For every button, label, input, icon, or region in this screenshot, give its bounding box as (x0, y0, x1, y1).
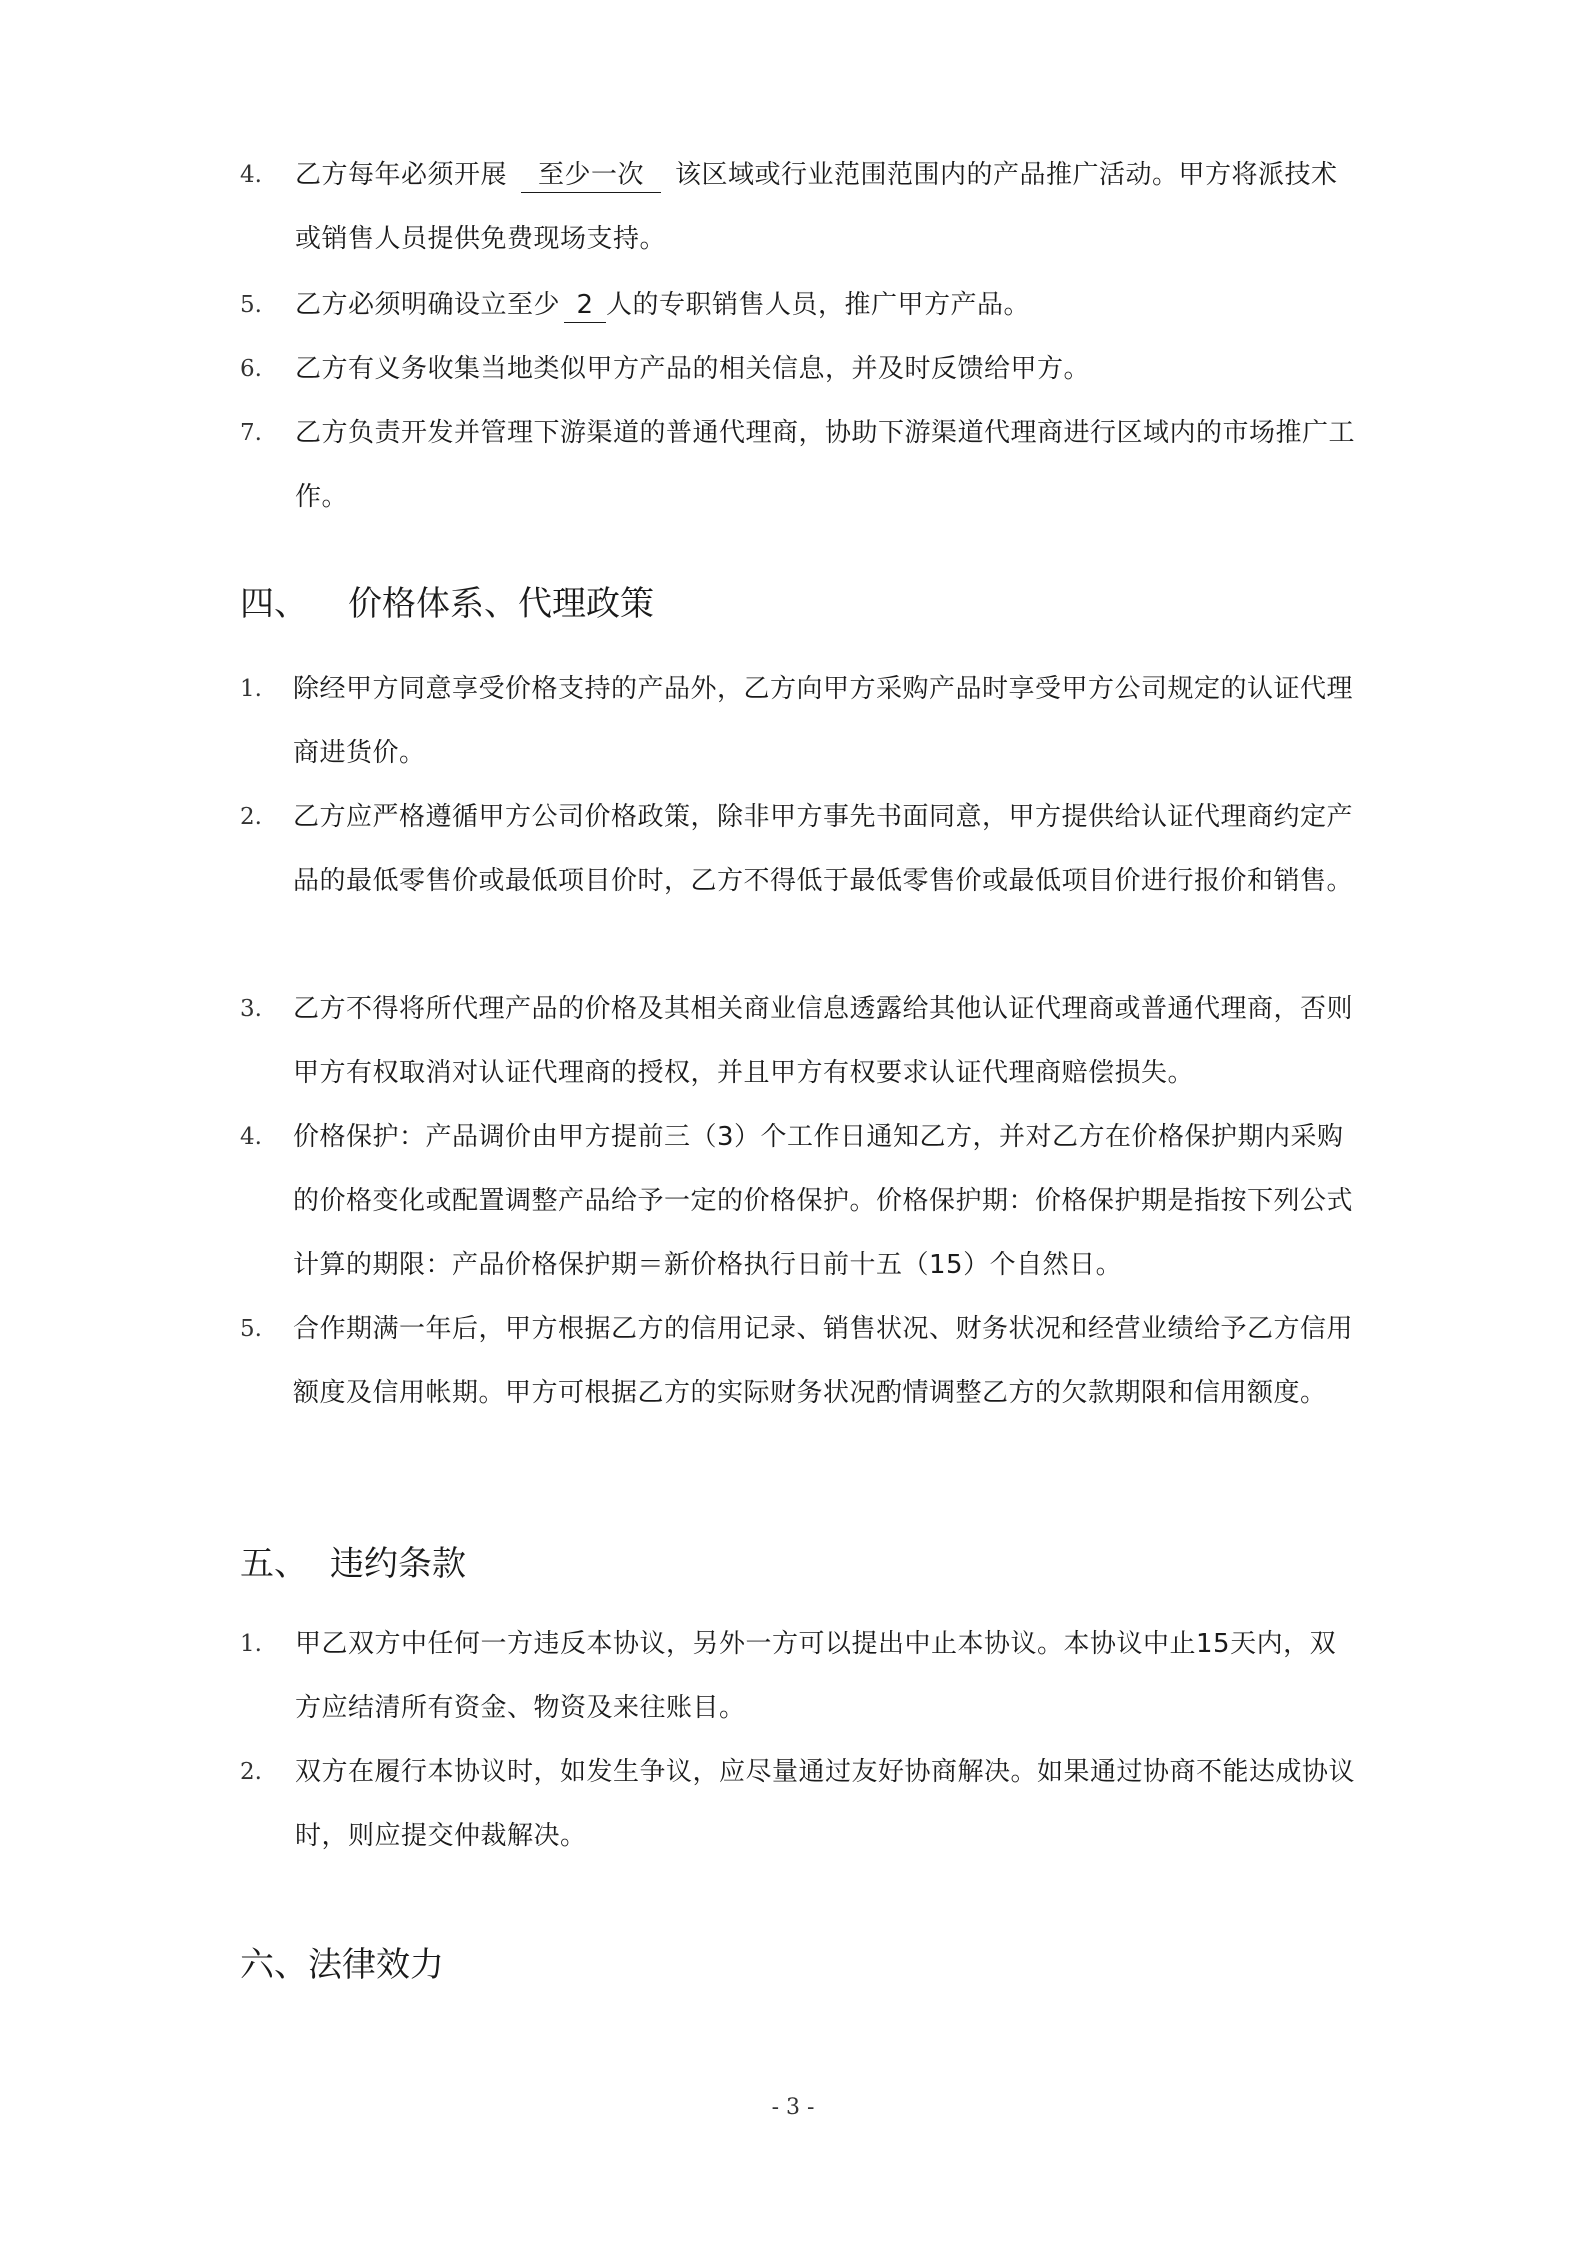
item-text-pre: 乙方必须明确设立至少 (295, 290, 561, 320)
fill-blank: 2 (564, 288, 606, 323)
item-number: 4. (240, 162, 262, 188)
item-text-pre: 乙方每年必须开展 (295, 160, 508, 190)
item-number: 4. (240, 1124, 262, 1150)
item-text-post: 人的专职销售人员，推广甲方产品。 (606, 290, 1031, 320)
item-number: 1. (240, 1631, 262, 1657)
section-title: 法律效力 (308, 1945, 444, 1985)
section-heading (240, 582, 654, 626)
item-number: 1. (240, 676, 262, 702)
item-text: 乙方负责开发并管理下游渠道的普通代理商，协助下游渠道代理商进行区域内的市场推广工作。 (295, 418, 1356, 512)
section-number: 五、 (240, 1544, 308, 1584)
section-number: 四、 (240, 584, 308, 624)
item-number: 5. (240, 292, 262, 318)
item-number: 5. (240, 1316, 262, 1342)
item-text: 合作期满一年后，甲方根据乙方的信用记录、销售状况、财务状况和经营业绩给予乙方信用额度及信用帐期。甲方可根据乙方的实际财务状况酌情调整乙方的欠款期限和信用额度。 (293, 1314, 1354, 1408)
item-number: 2. (240, 1759, 262, 1785)
item-text: 乙方有义务收集当地类似甲方产品的相关信息，并及时反馈给甲方。 (295, 354, 1091, 384)
item-text-post: 该区域或行业范围范围内的产品推广活动。甲方将派技术或销售人员提供免费现场支持。 (295, 160, 1338, 254)
item-text: 乙方不得将所代理产品的价格及其相关商业信息透露给其他认证代理商或普通代理商，否则甲方有权取消对认证代理商的授权，并且甲方有权要求认证代理商赔偿损失。 (293, 994, 1354, 1088)
section-title: 违约条款 (330, 1544, 466, 1584)
section-heading (240, 1542, 466, 1586)
item-text: 除经甲方同意享受价格支持的产品外，乙方向甲方采购产品时享受甲方公司规定的认证代理商进货价。 (293, 674, 1354, 768)
section-heading (240, 1943, 444, 1987)
fill-blank: 至少一次 (521, 158, 661, 193)
page-number: - 3 - (771, 2095, 815, 2120)
item-number: 7. (240, 420, 262, 446)
item-text: 甲乙双方中任何一方违反本协议，另外一方可以提出中止本协议。本协议中止15天内，双方应结清所有资金、物资及来往账目。 (295, 1629, 1337, 1723)
item-text: 双方在履行本协议时，如发生争议，应尽量通过友好协商解决。如果通过协商不能达成协议时，则应提交仲裁解决。 (295, 1757, 1356, 1851)
item-text (295, 143, 1355, 271)
item-number: 6. (240, 356, 262, 382)
item-number: 3. (240, 996, 262, 1022)
item-number: 2. (240, 804, 262, 830)
item-text: 乙方应严格遵循甲方公司价格政策，除非甲方事先书面同意，甲方提供给认证代理商约定产品的最低零售价或最低项目价时，乙方不得低于最低零售价或最低项目价进行报价和销售。 (293, 802, 1354, 896)
item-text (295, 273, 1355, 337)
item-text: 价格保护：产品调价由甲方提前三（3）个工作日通知乙方，并对乙方在价格保护期内采购的价格变化或配置调整产品给予一定的价格保护。价格保护期：价格保护期是指按下列公式计算的期限：产品价格保护期＝新价格执行日前十五（15）个自然日。 (293, 1122, 1354, 1280)
section-number: 六、 (240, 1945, 308, 1985)
section-title: 价格体系、代理政策 (348, 584, 654, 624)
